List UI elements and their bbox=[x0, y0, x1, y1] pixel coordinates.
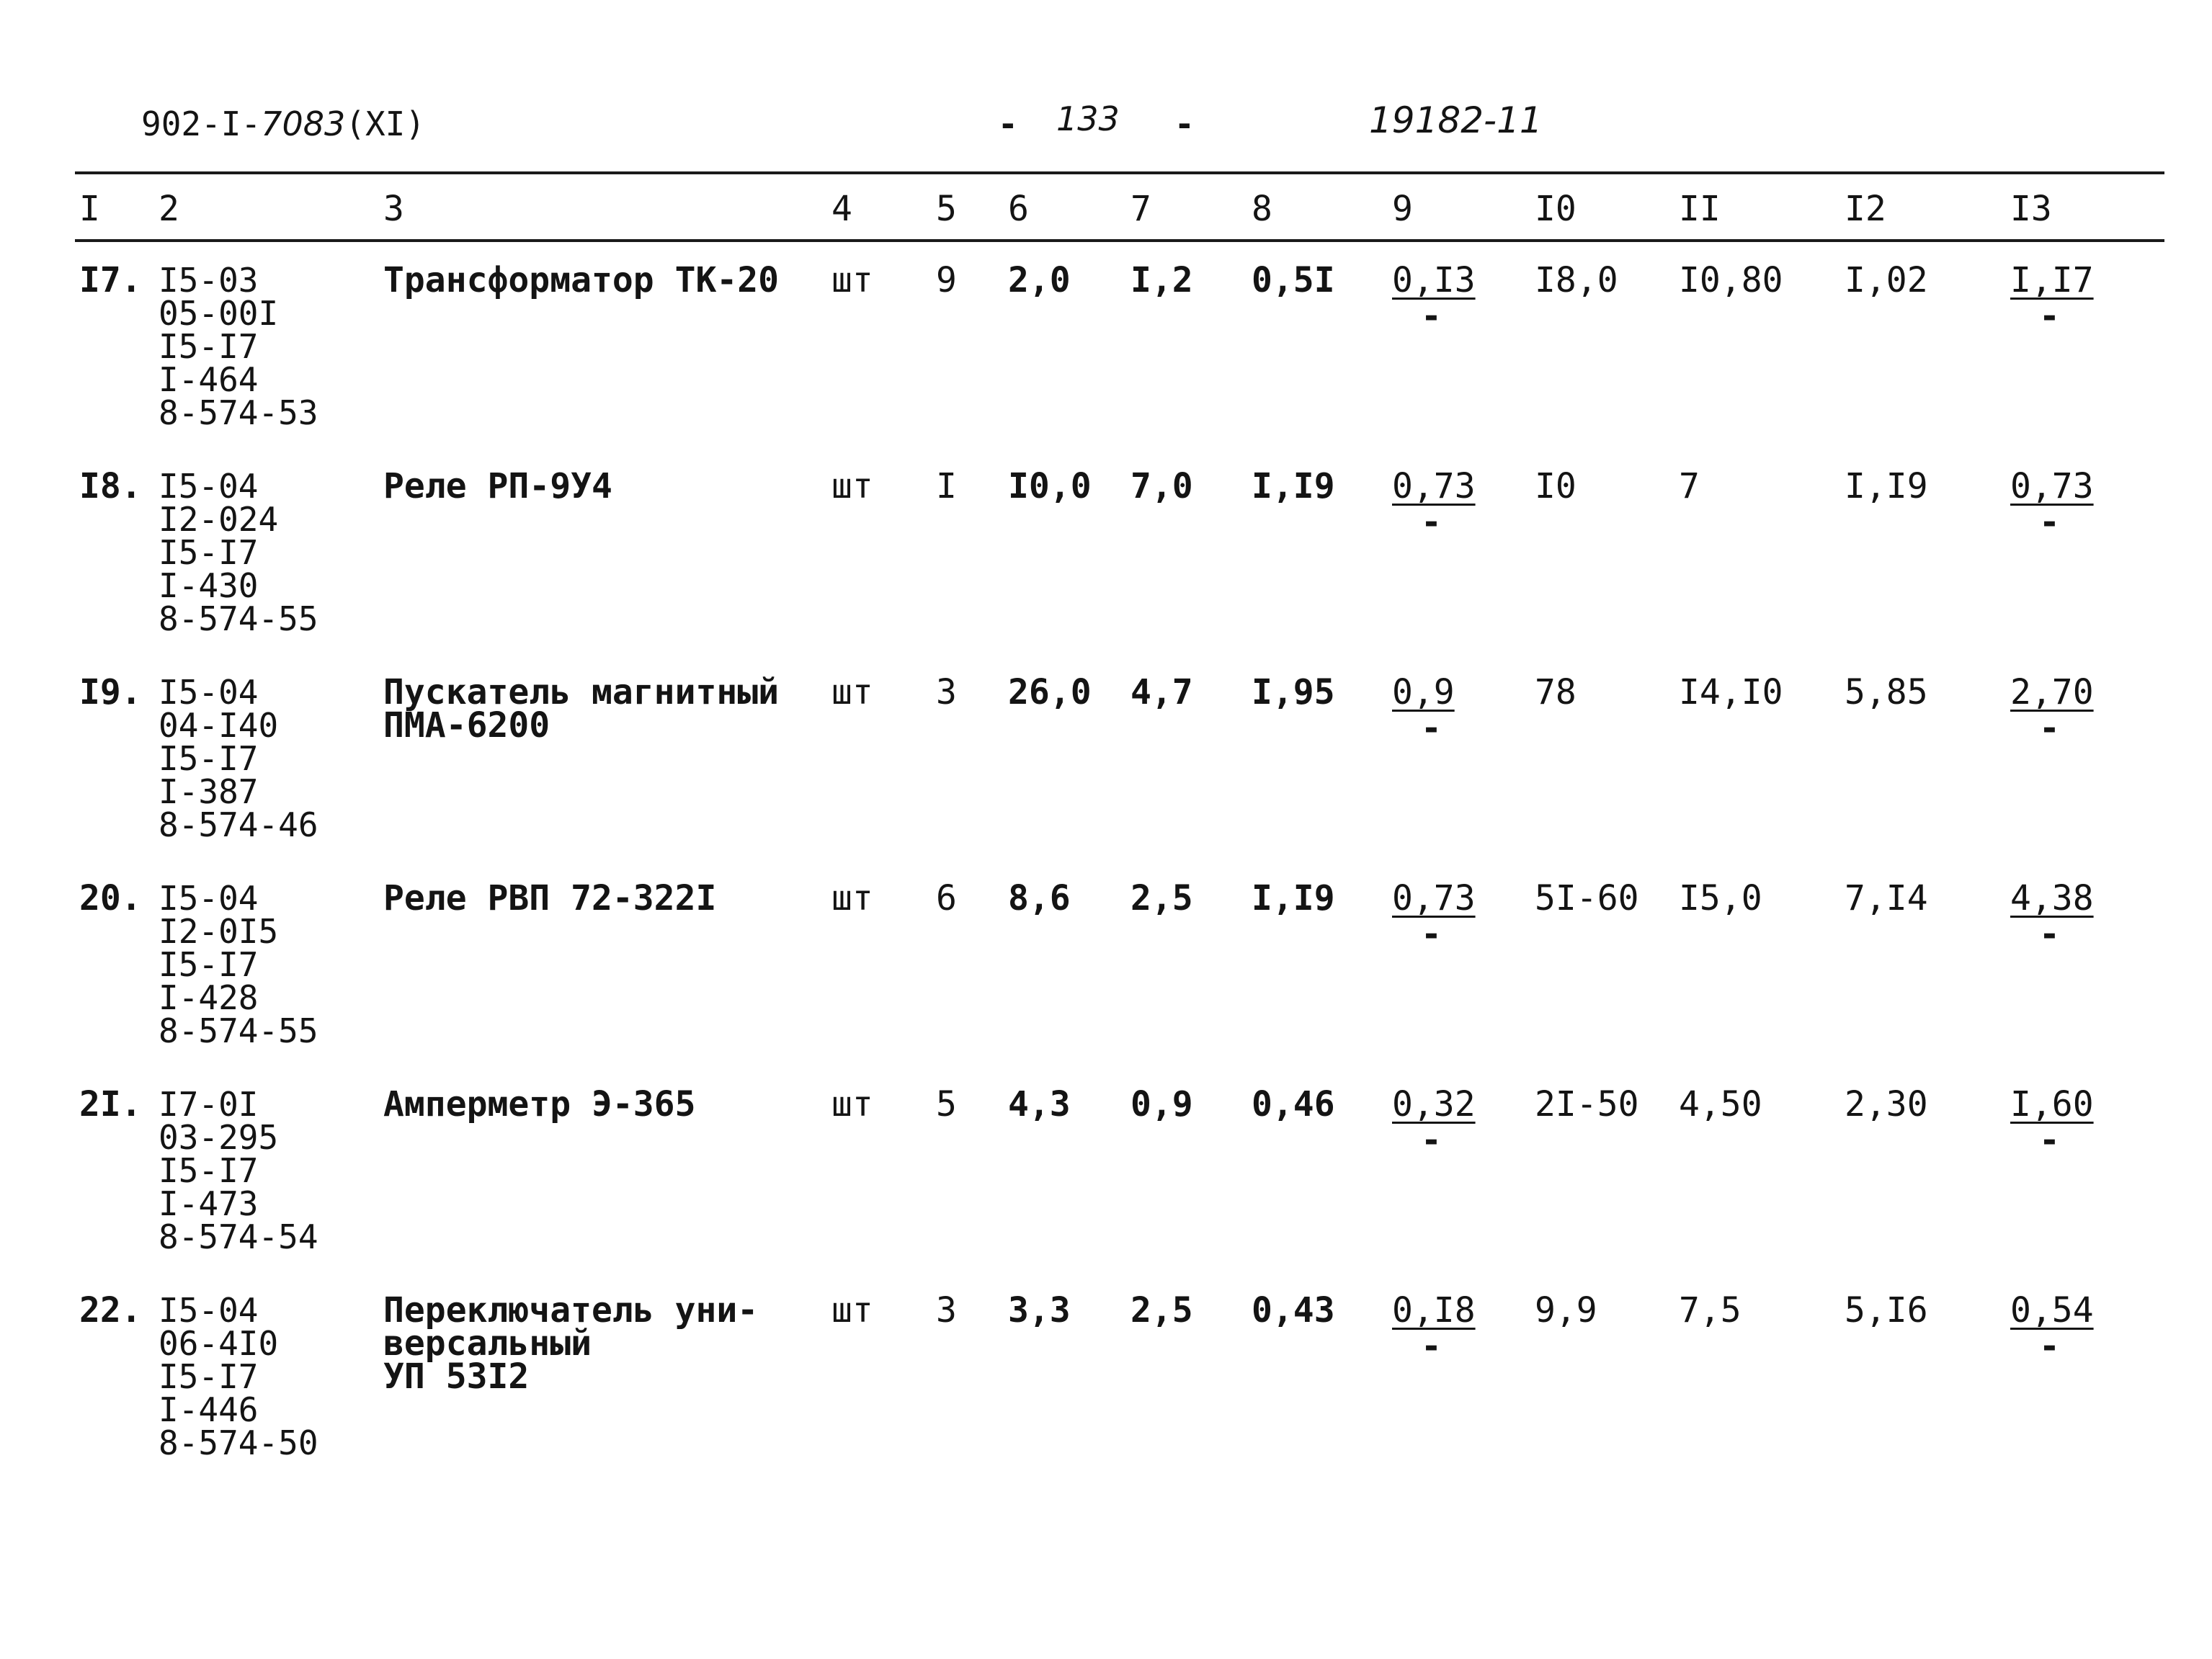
code-line: I5-04 bbox=[159, 673, 259, 712]
col13-cell bbox=[2010, 1066, 2162, 1272]
col-header-1: I bbox=[79, 189, 100, 229]
col9-dash: - bbox=[1421, 708, 1442, 748]
row-number: I8. bbox=[79, 466, 142, 506]
col13-value: 0,54 bbox=[2010, 1290, 2094, 1331]
code-line: I5-04 bbox=[159, 1291, 259, 1330]
code-line: 04-I40 bbox=[159, 706, 279, 745]
col13-dash: - bbox=[2039, 914, 2060, 954]
code-line: I5-I7 bbox=[159, 1151, 259, 1190]
registration-number: 19182-11 bbox=[1369, 99, 1543, 141]
col-header-12: I2 bbox=[1845, 189, 1886, 229]
code-line: I5-I7 bbox=[159, 533, 259, 572]
code-line: I-473 bbox=[159, 1184, 259, 1223]
code-line: I5-04 bbox=[159, 467, 259, 506]
col-header-10: I0 bbox=[1535, 189, 1577, 229]
col-header-4: 4 bbox=[831, 189, 852, 229]
code-line: I-430 bbox=[159, 566, 259, 605]
col6-cell: 2,0 bbox=[1008, 260, 1071, 300]
col-header-2: 2 bbox=[159, 189, 179, 229]
col10-cell: I0 bbox=[1535, 466, 1577, 506]
col9-cell bbox=[1392, 654, 1535, 860]
document-code-suffix: (XI) bbox=[345, 104, 426, 143]
col9-cell bbox=[1392, 1066, 1535, 1272]
code-line: 06-4I0 bbox=[159, 1324, 279, 1363]
col9-value: 0,73 bbox=[1392, 878, 1476, 918]
col9-value: 0,73 bbox=[1392, 466, 1476, 506]
col7-cell: 4,7 bbox=[1130, 672, 1193, 712]
col13-value: I,I7 bbox=[2010, 260, 2094, 300]
row-codes bbox=[159, 1272, 383, 1478]
name-line: Трансформатор ТК-20 bbox=[383, 260, 780, 300]
col5-cell: 3 bbox=[936, 672, 957, 712]
col12-cell: 7,I4 bbox=[1845, 878, 1928, 918]
page-dash-right: - bbox=[1174, 104, 1195, 143]
col13-dash: - bbox=[2039, 296, 2060, 336]
col7-cell: I,2 bbox=[1130, 260, 1193, 300]
row-codes bbox=[159, 448, 383, 654]
col13-cell bbox=[2010, 1272, 2162, 1478]
code-line: I-387 bbox=[159, 772, 259, 811]
row-name bbox=[383, 242, 831, 448]
code-line: I-464 bbox=[159, 360, 259, 399]
col-header-7: 7 bbox=[1130, 189, 1151, 229]
col6-cell: 26,0 bbox=[1008, 672, 1092, 712]
code-line: I5-I7 bbox=[159, 945, 259, 984]
row-name bbox=[383, 1066, 831, 1272]
col13-cell bbox=[2010, 654, 2162, 860]
name-line: УП 53I2 bbox=[383, 1356, 530, 1397]
row-name bbox=[383, 1272, 831, 1478]
col13-value: 4,38 bbox=[2010, 878, 2094, 918]
code-line: I5-I7 bbox=[159, 739, 259, 778]
col13-value: 2,70 bbox=[2010, 672, 2094, 712]
col9-dash: - bbox=[1421, 296, 1442, 336]
code-line: 03-295 bbox=[159, 1118, 279, 1157]
col5-cell: 3 bbox=[936, 1290, 957, 1331]
table-row bbox=[79, 448, 2162, 654]
document-code-prefix: 902-I- bbox=[141, 104, 262, 143]
col12-cell: I,I9 bbox=[1845, 466, 1928, 506]
col8-cell: 0,46 bbox=[1252, 1084, 1335, 1124]
unit-cell: шт bbox=[831, 466, 873, 506]
col-header-9: 9 bbox=[1392, 189, 1413, 229]
unit-cell: шт bbox=[831, 672, 873, 712]
document-code bbox=[141, 104, 425, 143]
col9-value: 0,I3 bbox=[1392, 260, 1476, 300]
col10-cell: I8,0 bbox=[1535, 260, 1618, 300]
col-header-6: 6 bbox=[1008, 189, 1029, 229]
col6-cell: 4,3 bbox=[1008, 1084, 1071, 1124]
col6-cell: 3,3 bbox=[1008, 1290, 1071, 1331]
table-row bbox=[79, 242, 2162, 448]
name-line: Реле РП-9У4 bbox=[383, 466, 612, 506]
col5-cell: 9 bbox=[936, 260, 957, 300]
unit-cell: шт bbox=[831, 1084, 873, 1124]
code-line: I2-024 bbox=[159, 500, 279, 539]
col-header-11: II bbox=[1679, 189, 1721, 229]
code-line: I5-I7 bbox=[159, 327, 259, 366]
col7-cell: 2,5 bbox=[1130, 878, 1193, 918]
code-line: 05-00I bbox=[159, 294, 279, 333]
row-codes bbox=[159, 654, 383, 860]
name-line: Амперметр Э-365 bbox=[383, 1084, 696, 1124]
col9-dash: - bbox=[1421, 1326, 1442, 1367]
table-row bbox=[79, 1272, 2162, 1478]
table-row bbox=[79, 1066, 2162, 1272]
row-codes bbox=[159, 1066, 383, 1272]
col13-dash: - bbox=[2039, 1120, 2060, 1161]
code-line: 8-574-50 bbox=[159, 1423, 318, 1462]
row-number: 20. bbox=[79, 878, 142, 918]
code-line: 8-574-54 bbox=[159, 1217, 318, 1256]
col11-cell: I5,0 bbox=[1679, 878, 1762, 918]
row-codes bbox=[159, 242, 383, 448]
page-dash-left: - bbox=[998, 104, 1018, 143]
col-header-5: 5 bbox=[936, 189, 957, 229]
code-line: I5-03 bbox=[159, 261, 259, 300]
code-line: I5-I7 bbox=[159, 1357, 259, 1396]
col9-dash: - bbox=[1421, 502, 1442, 542]
row-name bbox=[383, 654, 831, 860]
col9-value: 0,32 bbox=[1392, 1084, 1476, 1124]
col13-value: I,60 bbox=[2010, 1084, 2094, 1124]
col7-cell: 2,5 bbox=[1130, 1290, 1193, 1331]
col8-cell: 0,43 bbox=[1252, 1290, 1335, 1331]
col5-cell: 5 bbox=[936, 1084, 957, 1124]
col13-value: 0,73 bbox=[2010, 466, 2094, 506]
row-codes bbox=[159, 860, 383, 1066]
row-name bbox=[383, 860, 831, 1066]
code-line: 8-574-53 bbox=[159, 393, 318, 432]
col11-cell: I0,80 bbox=[1679, 260, 1783, 300]
col8-cell: I,I9 bbox=[1252, 466, 1335, 506]
col12-cell: 2,30 bbox=[1845, 1084, 1928, 1124]
col10-cell: 9,9 bbox=[1535, 1290, 1597, 1331]
col11-cell: 7,5 bbox=[1679, 1290, 1741, 1331]
col11-cell: I4,I0 bbox=[1679, 672, 1783, 712]
code-line: I7-0I bbox=[159, 1085, 259, 1124]
col9-value: 0,I8 bbox=[1392, 1290, 1476, 1331]
table-row bbox=[79, 860, 2162, 1066]
unit-cell: шт bbox=[831, 260, 873, 300]
name-line: ПМА-6200 bbox=[383, 705, 550, 746]
col11-cell: 7 bbox=[1679, 466, 1700, 506]
table-row bbox=[79, 654, 2162, 860]
code-line: I-446 bbox=[159, 1390, 259, 1429]
col9-cell bbox=[1392, 1272, 1535, 1478]
row-number: I7. bbox=[79, 260, 142, 300]
col6-cell: 8,6 bbox=[1008, 878, 1071, 918]
col8-cell: 0,5I bbox=[1252, 260, 1335, 300]
col13-dash: - bbox=[2039, 1326, 2060, 1367]
col13-dash: - bbox=[2039, 502, 2060, 542]
col9-cell bbox=[1392, 860, 1535, 1066]
col8-cell: I,95 bbox=[1252, 672, 1335, 712]
col9-dash: - bbox=[1421, 914, 1442, 954]
name-line: версальный bbox=[383, 1323, 592, 1364]
col13-cell bbox=[2010, 242, 2162, 448]
col7-cell: 0,9 bbox=[1130, 1084, 1193, 1124]
unit-cell: шт bbox=[831, 1290, 873, 1331]
col-header-13: I3 bbox=[2010, 189, 2052, 229]
col10-cell: 5I-60 bbox=[1535, 878, 1639, 918]
code-line: 8-574-46 bbox=[159, 805, 318, 844]
col6-cell: I0,0 bbox=[1008, 466, 1092, 506]
code-line: 8-574-55 bbox=[159, 599, 318, 638]
col12-cell: 5,85 bbox=[1845, 672, 1928, 712]
col-header-3: 3 bbox=[383, 189, 404, 229]
page-number: 133 bbox=[1056, 99, 1120, 138]
header-top-rule bbox=[75, 171, 2164, 174]
code-line: I-428 bbox=[159, 978, 259, 1017]
col8-cell: I,I9 bbox=[1252, 878, 1335, 918]
column-header-row bbox=[79, 176, 2162, 242]
row-number: I9. bbox=[79, 672, 142, 712]
col9-cell bbox=[1392, 242, 1535, 448]
col13-cell bbox=[2010, 860, 2162, 1066]
col11-cell: 4,50 bbox=[1679, 1084, 1762, 1124]
col12-cell: 5,I6 bbox=[1845, 1290, 1928, 1331]
name-line: Переключатель уни- bbox=[383, 1290, 759, 1331]
col5-cell: 6 bbox=[936, 878, 957, 918]
col13-dash: - bbox=[2039, 708, 2060, 748]
code-line: 8-574-55 bbox=[159, 1011, 318, 1050]
col13-cell bbox=[2010, 448, 2162, 654]
col10-cell: 2I-50 bbox=[1535, 1084, 1639, 1124]
code-line: I5-04 bbox=[159, 879, 259, 918]
code-line: I2-0I5 bbox=[159, 912, 279, 951]
col9-value: 0,9 bbox=[1392, 672, 1455, 712]
row-number: 2I. bbox=[79, 1084, 142, 1124]
row-name bbox=[383, 448, 831, 654]
col9-cell bbox=[1392, 448, 1535, 654]
document-code-handwritten: 7083 bbox=[261, 104, 346, 143]
col12-cell: I,02 bbox=[1845, 260, 1928, 300]
specification-table bbox=[79, 176, 2162, 1478]
name-line: Пускатель магнитный bbox=[383, 672, 780, 712]
row-number: 22. bbox=[79, 1290, 142, 1331]
col10-cell: 78 bbox=[1535, 672, 1577, 712]
col5-cell: I bbox=[936, 466, 957, 506]
col7-cell: 7,0 bbox=[1130, 466, 1193, 506]
unit-cell: шт bbox=[831, 878, 873, 918]
col-header-8: 8 bbox=[1252, 189, 1272, 229]
col9-dash: - bbox=[1421, 1120, 1442, 1161]
name-line: Реле РВП 72-322I bbox=[383, 878, 717, 918]
